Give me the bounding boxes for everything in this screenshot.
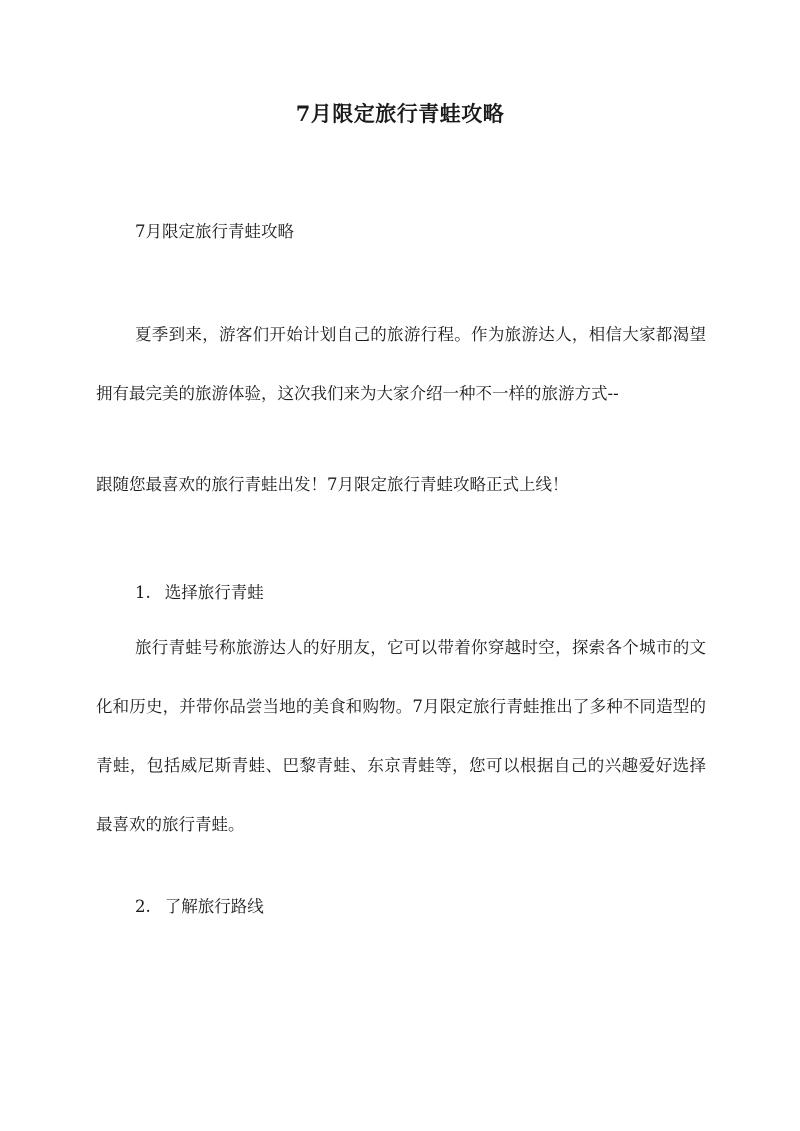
section-heading-2	[135, 893, 264, 917]
section-number: 2.	[135, 897, 151, 916]
document-title: 7月限定旅行青蛙攻略	[295, 101, 505, 126]
section-number: 1.	[135, 583, 151, 602]
section-heading-1	[135, 579, 264, 603]
section-1-body: 旅行青蛙号称旅游达人的好朋友，它可以带着你穿越时空，探索各个城市的文化和历史，并带你品尝当地的美食和购物。7月限定旅行青蛙推出了多种不同造型的青蛙，包括威尼斯青蛙、巴黎青蛙、东京青蛙等，您可以根据自己的兴趣爱好选择最喜欢的旅行青蛙。	[96, 638, 706, 834]
intro-paragraph: 夏季到来，游客们开始计划自己的旅游行程。作为旅游达人，相信大家都渴望拥有最完美的旅游体验，这次我们来为大家介绍一种不一样的旅游方式--	[96, 325, 706, 403]
document-subtitle: 7月限定旅行青蛙攻略	[135, 222, 294, 241]
section-title: 了解旅行路线	[164, 897, 264, 916]
section-title: 选择旅行青蛙	[164, 583, 264, 602]
intro-continuation: 跟随您最喜欢的旅行青蛙出发！7月限定旅行青蛙攻略正式上线！	[96, 475, 569, 494]
